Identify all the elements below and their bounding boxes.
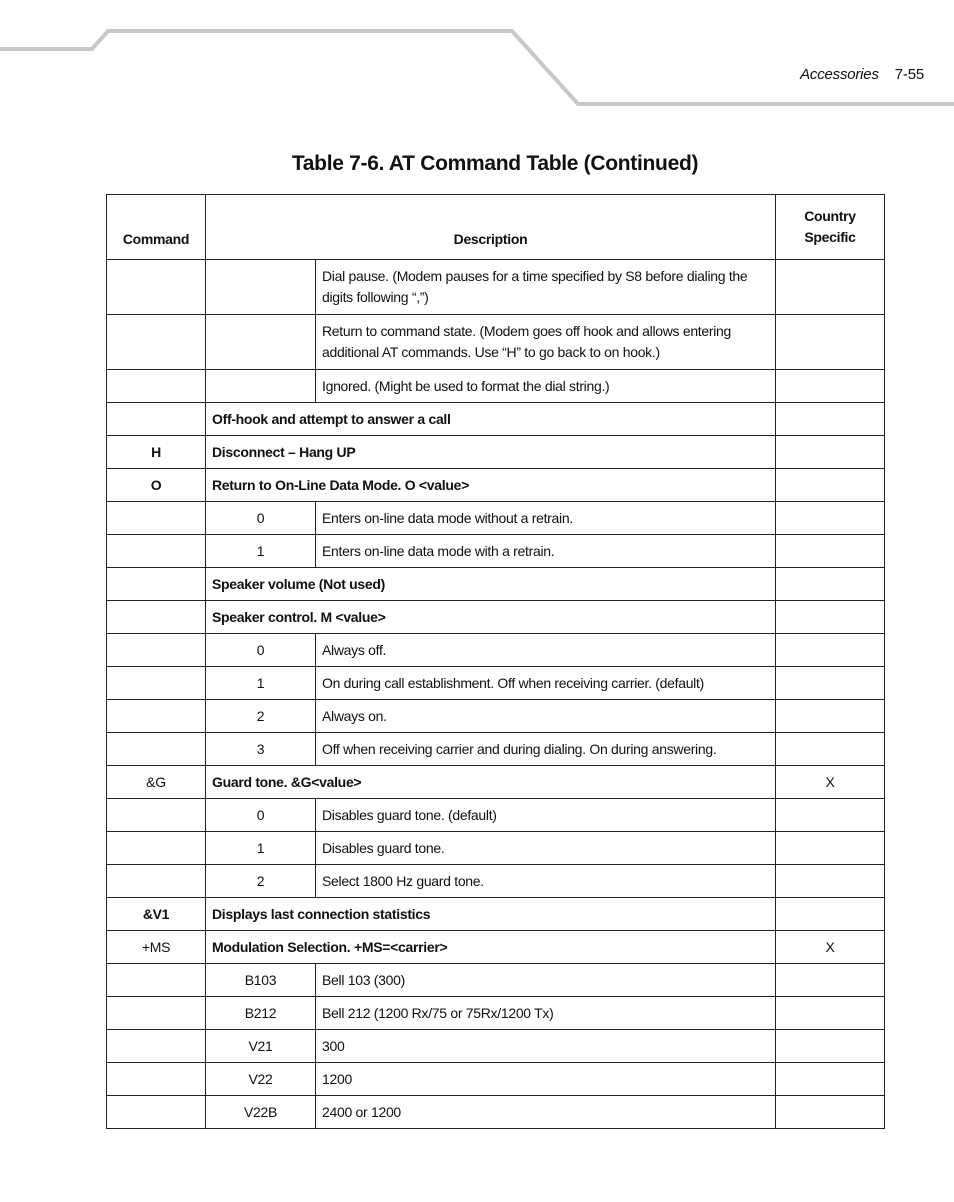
country-cell (776, 997, 885, 1030)
table-row (107, 370, 885, 403)
page-number: 7-55 (894, 66, 924, 83)
command-cell: &V1 (107, 898, 206, 931)
country-cell (776, 832, 885, 865)
country-cell (776, 601, 885, 634)
description-cell: Displays last connection statistics (206, 898, 776, 931)
table-row (107, 700, 885, 733)
description-cell: 1200 (316, 1063, 776, 1096)
value-cell: 0 (206, 634, 316, 667)
table-row (107, 634, 885, 667)
country-cell (776, 469, 885, 502)
description-cell: Return to On-Line Data Mode. O <value> (206, 469, 776, 502)
value-cell: V22 (206, 1063, 316, 1096)
country-cell (776, 1096, 885, 1129)
value-cell: 2 (206, 865, 316, 898)
country-header-line1: Country (804, 208, 856, 224)
description-cell: Bell 103 (300) (316, 964, 776, 997)
description-cell: Off-hook and attempt to answer a call (206, 403, 776, 436)
description-cell: Disconnect – Hang UP (206, 436, 776, 469)
table-row (107, 535, 885, 568)
command-cell (107, 700, 206, 733)
country-cell (776, 502, 885, 535)
table-row (107, 964, 885, 997)
country-cell: X (776, 766, 885, 799)
description-cell: Disables guard tone. (316, 832, 776, 865)
value-cell: 1 (206, 667, 316, 700)
description-cell: Select 1800 Hz guard tone. (316, 865, 776, 898)
table-row (107, 1096, 885, 1129)
command-cell (107, 1030, 206, 1063)
description-cell: On during call establishment. Off when receiving carrier. (default) (316, 667, 776, 700)
value-cell (206, 315, 316, 370)
table-row (107, 931, 885, 964)
command-cell: &G (107, 766, 206, 799)
description-cell: 300 (316, 1030, 776, 1063)
country-cell (776, 315, 885, 370)
column-header-country-specific (776, 195, 885, 260)
command-cell (107, 403, 206, 436)
description-cell: Speaker control. M <value> (206, 601, 776, 634)
value-cell: 0 (206, 502, 316, 535)
command-cell (107, 865, 206, 898)
description-cell: Speaker volume (Not used) (206, 568, 776, 601)
command-cell (107, 667, 206, 700)
table-row (107, 799, 885, 832)
command-cell: O (107, 469, 206, 502)
country-cell (776, 260, 885, 315)
table-row (107, 1063, 885, 1096)
description-cell: Off when receiving carrier and during dialing. On during answering. (316, 733, 776, 766)
table-row (107, 667, 885, 700)
description-cell: Return to command state. (Modem goes off hook and allows entering additional AT commands. Use “H” to go back to on hook.) (316, 315, 776, 370)
table-row (107, 568, 885, 601)
table-title: Table 7-6. AT Command Table (Continued) (291, 152, 699, 175)
description-cell: Enters on-line data mode without a retrain. (316, 502, 776, 535)
country-cell (776, 964, 885, 997)
table-row (107, 403, 885, 436)
country-cell (776, 667, 885, 700)
section-name: Accessories (800, 66, 879, 83)
table-row (107, 436, 885, 469)
country-cell (776, 865, 885, 898)
header-decoration (0, 0, 954, 110)
country-cell (776, 799, 885, 832)
description-cell: Always off. (316, 634, 776, 667)
table-row (107, 832, 885, 865)
table-row (107, 997, 885, 1030)
command-cell (107, 1096, 206, 1129)
value-cell (206, 370, 316, 403)
command-cell (107, 370, 206, 403)
value-cell: V21 (206, 1030, 316, 1063)
country-cell (776, 1030, 885, 1063)
column-header-command: Command (107, 195, 206, 260)
description-cell: Modulation Selection. +MS=<carrier> (206, 931, 776, 964)
country-cell (776, 568, 885, 601)
country-cell (776, 535, 885, 568)
command-cell (107, 1063, 206, 1096)
table-row (107, 315, 885, 370)
command-cell (107, 634, 206, 667)
table-row (107, 898, 885, 931)
command-cell (107, 535, 206, 568)
command-cell (107, 832, 206, 865)
table-row (107, 260, 885, 315)
description-cell: Disables guard tone. (default) (316, 799, 776, 832)
value-cell: 1 (206, 832, 316, 865)
country-cell (776, 1063, 885, 1096)
command-cell (107, 260, 206, 315)
command-cell (107, 997, 206, 1030)
command-cell (107, 315, 206, 370)
description-cell: Dial pause. (Modem pauses for a time specified by S8 before dialing the digits following “,”) (316, 260, 776, 315)
table-row (107, 469, 885, 502)
value-cell: 0 (206, 799, 316, 832)
country-cell (776, 733, 885, 766)
country-header-line2: Specific (804, 229, 856, 245)
description-cell: Guard tone. &G<value> (206, 766, 776, 799)
country-cell (776, 634, 885, 667)
country-cell (776, 898, 885, 931)
country-cell: X (776, 931, 885, 964)
command-cell (107, 733, 206, 766)
command-cell: H (107, 436, 206, 469)
table-row (107, 502, 885, 535)
table-row (107, 1030, 885, 1063)
description-cell: Enters on-line data mode with a retrain. (316, 535, 776, 568)
command-cell (107, 502, 206, 535)
running-head (800, 66, 924, 83)
value-cell: V22B (206, 1096, 316, 1129)
value-cell: B103 (206, 964, 316, 997)
command-cell (107, 799, 206, 832)
command-cell (107, 964, 206, 997)
value-cell: 1 (206, 535, 316, 568)
country-cell (776, 700, 885, 733)
value-cell: 2 (206, 700, 316, 733)
country-cell (776, 403, 885, 436)
table-row (107, 601, 885, 634)
command-cell (107, 601, 206, 634)
table-row (107, 865, 885, 898)
command-cell (107, 568, 206, 601)
description-cell: Bell 212 (1200 Rx/75 or 75Rx/1200 Tx) (316, 997, 776, 1030)
country-cell (776, 370, 885, 403)
value-cell: B212 (206, 997, 316, 1030)
value-cell: 3 (206, 733, 316, 766)
description-cell: 2400 or 1200 (316, 1096, 776, 1129)
column-header-description: Description (206, 195, 776, 260)
value-cell (206, 260, 316, 315)
command-cell: +MS (107, 931, 206, 964)
table-row (107, 766, 885, 799)
table-header-row (107, 195, 885, 260)
country-cell (776, 436, 885, 469)
at-command-table (106, 194, 885, 1129)
description-cell: Always on. (316, 700, 776, 733)
description-cell: Ignored. (Might be used to format the dial string.) (316, 370, 776, 403)
table-row (107, 733, 885, 766)
